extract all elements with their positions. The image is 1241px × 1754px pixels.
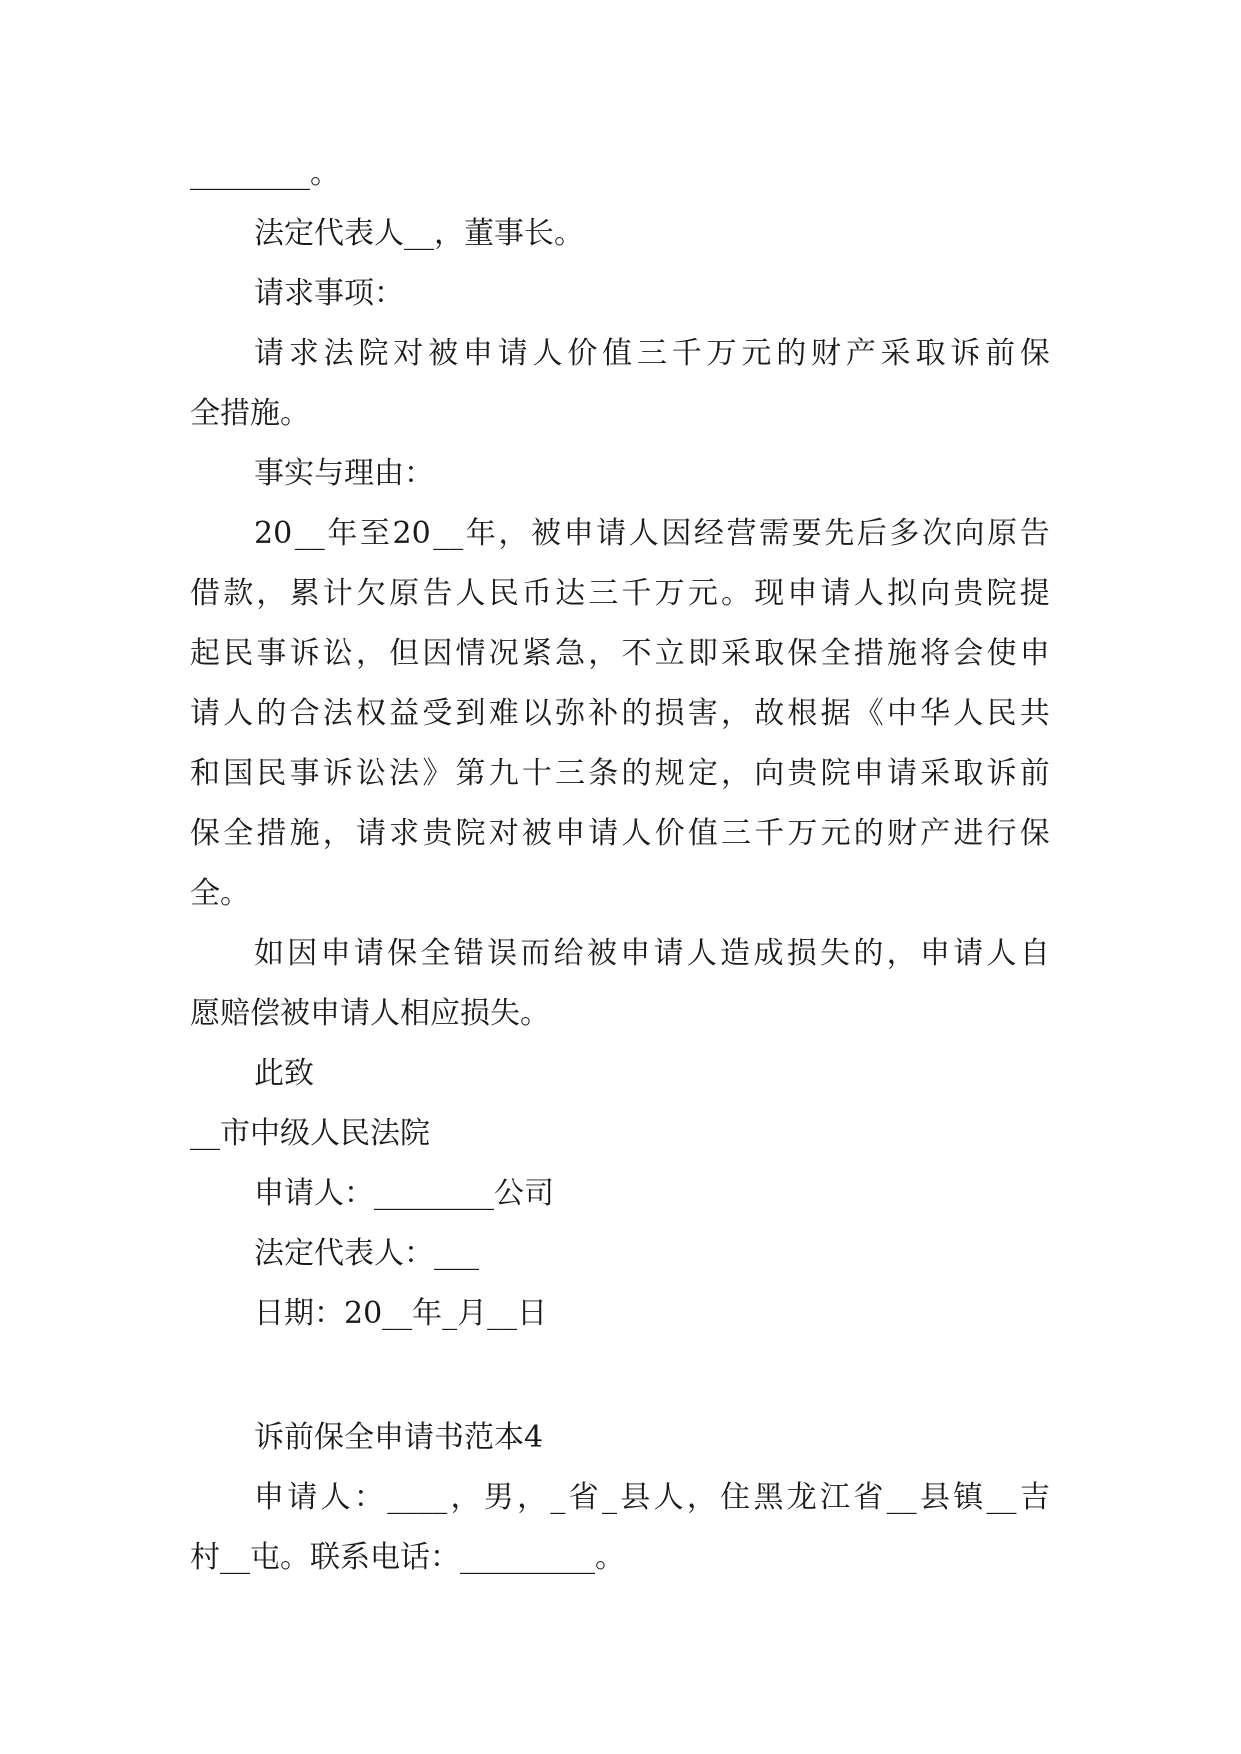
text-line: 此致 xyxy=(254,1056,314,1091)
signature-applicant: 申请人：________公司 xyxy=(254,1176,554,1211)
text-line: 法定代表人__，董事长。 xyxy=(254,216,584,251)
text-line: 全措施。 xyxy=(190,396,310,431)
text-line-justified: 保 全 措 施 ， 请 求 贵 院 对 被 申 请 人 价 值 三 千 万 元 的 财 产 进 行 保 xyxy=(190,816,1050,851)
section-heading: 事实与理由： xyxy=(254,456,434,491)
signature-representative: 法定代表人：___ xyxy=(254,1236,479,1271)
signature-date: 日期：20__年_月__日 xyxy=(254,1296,548,1331)
text-line: 全。 xyxy=(190,876,250,911)
text-line-justified: 借 款 ， 累 计 欠 原 告 人 民 币 达 三 千 万 元 。 现 申 请 人 拟 向 贵 院 提 xyxy=(190,576,1050,611)
text-line-justified: 起 民 事 诉 讼 ， 但 因 情 况 紧 急 ， 不 立 即 采 取 保 全 措 施 将 会 使 申 xyxy=(190,636,1050,671)
addressee-line: __市中级人民法院 xyxy=(190,1116,430,1151)
text-line-justified: 和 国 民 事 诉 讼 法 》 第 九 十 三 条 的 规 定 ， 向 贵 院 申 请 采 取 诉 前 xyxy=(190,756,1050,791)
text-line: 村__屯。联系电话：_________。 xyxy=(190,1540,625,1575)
text-line-justified: 请 人 的 合 法 权 益 受 到 难 以 弥 补 的 损 害 ， 故 根 据 《 中 华 人 民 共 xyxy=(190,696,1050,731)
section-heading: 请求事项： xyxy=(254,276,404,311)
text-line-justified: 如 因 申 请 保 全 错 误 而 给 被 申 请 人 造 成 损 失 的 ， 申 请 人 自 xyxy=(254,936,1050,971)
text-line-justified: 请 求 法 院 对 被 申 请 人 价 值 三 千 万 元 的 财 产 采 取 诉 前 保 xyxy=(254,336,1050,371)
text-line: ________。 xyxy=(190,156,340,191)
document-title: 诉前保全申请书范本4 xyxy=(254,1420,544,1455)
text-line-justified: 申 请 人 ： ____ ， 男 ， _ 省 _ 县 人 ， 住 黑 龙 江 省 __ 县 镇 __ 吉 xyxy=(254,1480,1050,1515)
text-line-justified: 20 __ 年 至 20 __ 年 ， 被 申 请 人 因 经 营 需 要 先 后 多 次 向 原 告 xyxy=(254,516,1050,551)
text-line: 愿赔偿被申请人相应损失。 xyxy=(190,996,550,1031)
